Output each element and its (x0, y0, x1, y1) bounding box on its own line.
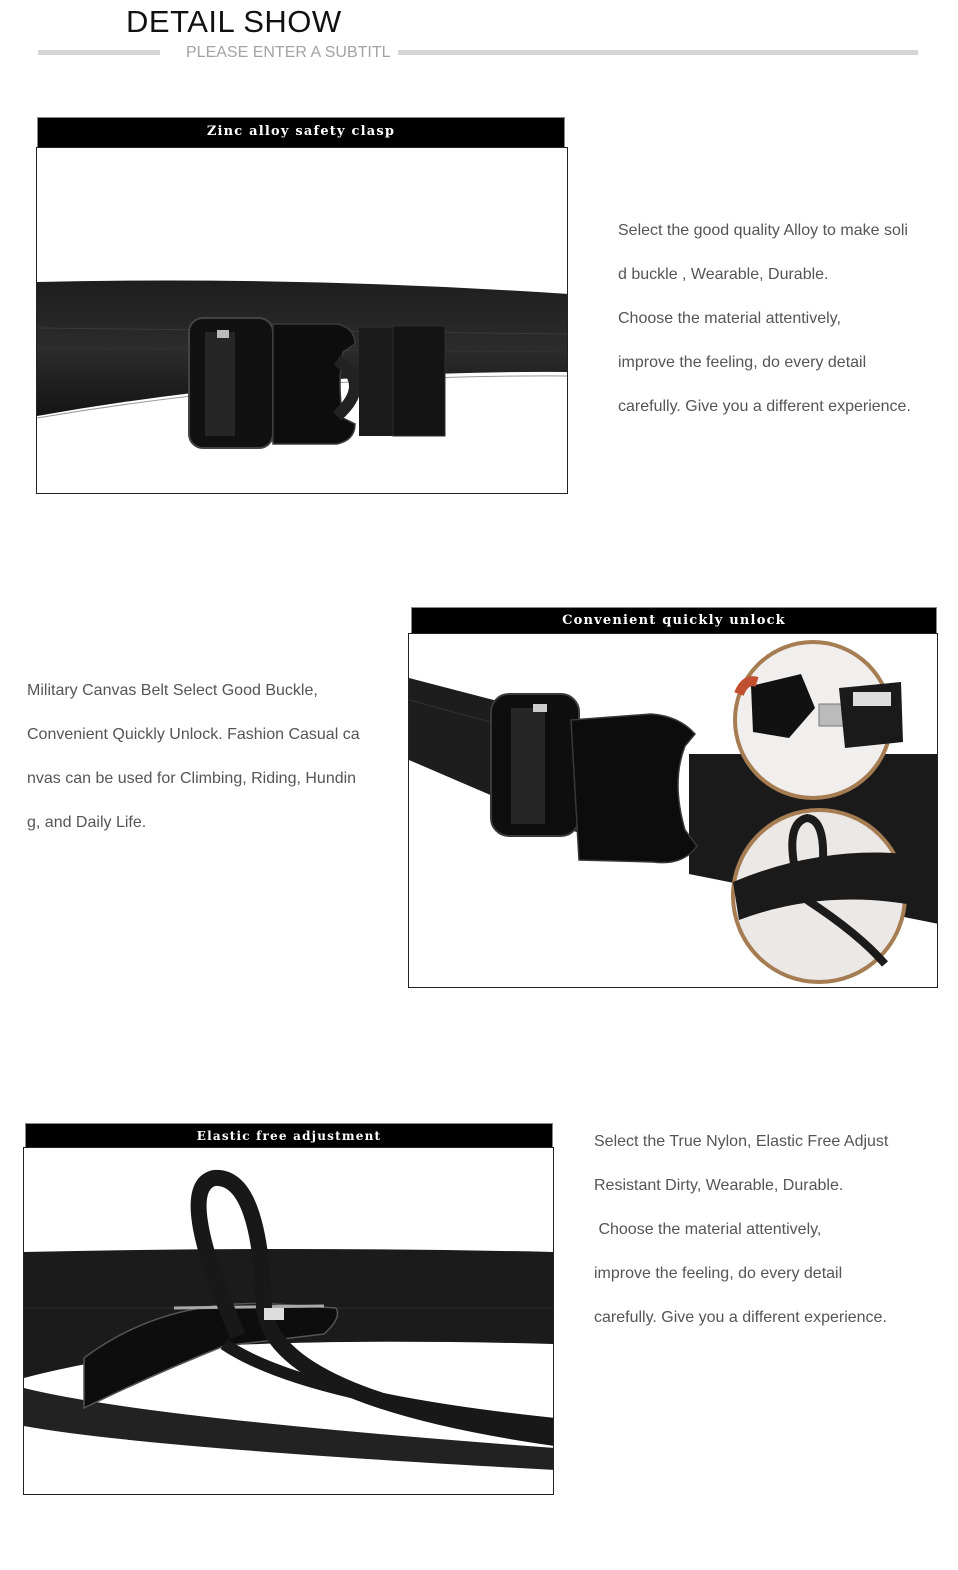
section-1-line-4: improve the feeling, do every detail (618, 354, 867, 371)
section-1-banner (37, 117, 565, 147)
section-1-line-2: d buckle , Wearable, Durable. (618, 266, 829, 283)
section-2-line-3: nvas can be used for Climbing, Riding, Hundin (27, 770, 357, 787)
section-1-copy (618, 209, 911, 429)
section-3-line-5: carefully. Give you a different experience. (594, 1309, 887, 1326)
section-2-line-2: Convenient Quickly Unlock. Fashion Casual ca (27, 726, 360, 743)
section-3-banner (25, 1123, 553, 1147)
section-2-banner-label: Convenient quickly unlock (562, 613, 786, 628)
section-2-banner (411, 607, 937, 633)
section-2-line-1: Military Canvas Belt Select Good Buckle, (27, 682, 318, 699)
section-2-copy (27, 669, 360, 845)
section-1-line-5: carefully. Give you a different experience. (618, 398, 911, 415)
section-3-line-4: improve the feeling, do every detail (594, 1265, 843, 1282)
section-3-copy (594, 1120, 888, 1340)
section-1-photo (36, 147, 568, 494)
section-1-line-1: Select the good quality Alloy to make soli (618, 222, 908, 239)
section-3-line-2: Resistant Dirty, Wearable, Durable. (594, 1177, 844, 1194)
section-2-line-4: g, and Daily Life. (27, 814, 147, 831)
section-2-photo (408, 633, 938, 988)
section-3-photo (23, 1147, 554, 1495)
section-1-banner-label: Zinc alloy safety clasp (206, 124, 396, 139)
section-3-line-3: Choose the material attentively, (594, 1221, 822, 1238)
header-divider-left (38, 50, 160, 55)
page-title: DETAIL SHOW (126, 4, 342, 39)
page-subtitle: PLEASE ENTER A SUBTITL (186, 44, 391, 61)
section-3-banner-label: Elastic free adjustment (196, 1129, 382, 1143)
header-divider-right (398, 50, 918, 55)
section-1-line-3: Choose the material attentively, (618, 310, 841, 327)
section-3-line-1: Select the True Nylon, Elastic Free Adjust (594, 1133, 889, 1150)
